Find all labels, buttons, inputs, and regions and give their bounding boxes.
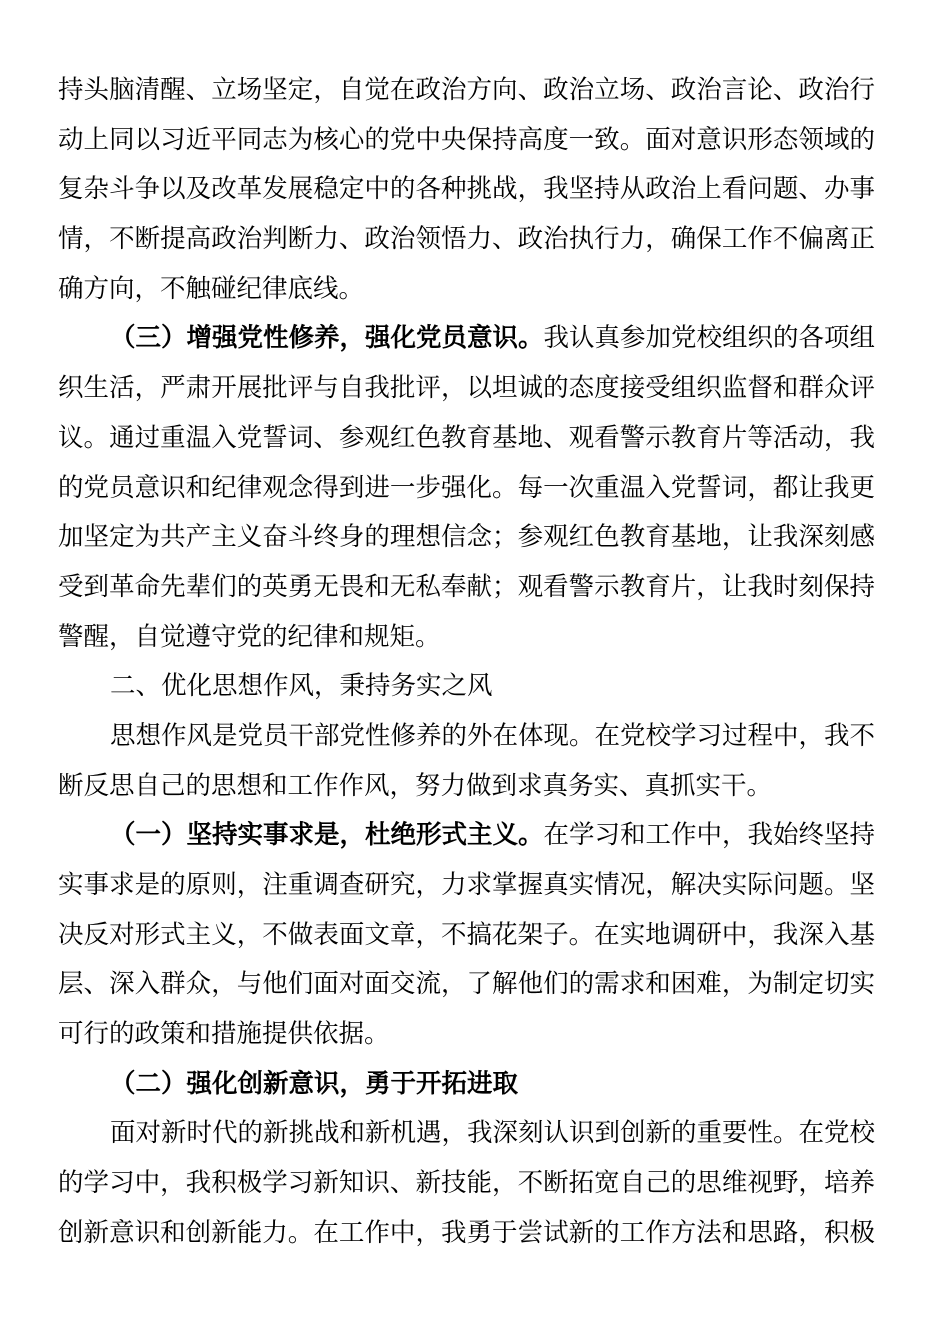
- line-text: 复杂斗争以及改革发展稳定中的各种挑战，我坚持从政治上看问题、办事: [58, 174, 875, 205]
- text-line: [58, 1016, 875, 1066]
- text-line: [58, 867, 875, 917]
- text-line: [58, 718, 875, 768]
- paragraph: [58, 320, 875, 668]
- line-text: 面对新时代的新挑战和新机遇，我深刻认识到创新的重要性。在党校: [110, 1118, 876, 1149]
- text-line: [58, 271, 875, 321]
- line-text: 持头脑清醒、立场坚定，自觉在政治方向、政治立场、政治言论、政治行: [58, 75, 875, 105]
- text-line: [58, 72, 875, 122]
- text-line: [58, 668, 875, 718]
- line-text: 层、深入群众，与他们面对面交流，了解他们的需求和困难，为制定切实: [58, 969, 875, 1000]
- document-body: [58, 72, 875, 1265]
- bold-lead: （三）增强党性修养，强化党员意识。: [110, 323, 544, 354]
- line-text: 的学习中，我积极学习新知识、新技能，不断拓宽自己的思维视野，培养: [58, 1168, 875, 1199]
- text-line: [58, 768, 875, 818]
- text-line: [58, 122, 875, 172]
- paragraph: [58, 817, 875, 1065]
- line-text: 实事求是的原则，注重调查研究，力求掌握真实情况，解决实际问题。坚: [58, 870, 875, 900]
- line-text: 在学习和工作中，我始终坚持: [543, 820, 876, 851]
- text-line: [58, 817, 875, 867]
- text-line: [58, 519, 875, 569]
- text-line: [58, 370, 875, 420]
- text-line: [58, 320, 875, 370]
- subheading-paragraph: [58, 1066, 875, 1116]
- text-line: [58, 917, 875, 967]
- text-line: [58, 569, 875, 619]
- line-text: 二、优化思想作风，秉持务实之风: [110, 671, 493, 702]
- heading-paragraph: [58, 668, 875, 718]
- line-text: 受到革命先辈们的英勇无畏和无私奉献；观看警示教育片，让我时刻保持: [58, 571, 875, 602]
- line-text: 可行的政策和措施提供依据。: [58, 1019, 390, 1050]
- text-line: [58, 1115, 875, 1165]
- paragraph: [58, 1115, 875, 1264]
- paragraph: [58, 718, 875, 817]
- line-text: 决反对形式主义，不做表面文章，不搞花架子。在实地调研中，我深入基: [58, 919, 875, 950]
- text-line: [58, 470, 875, 520]
- line-text: 思想作风是党员干部党性修养的外在体现。在党校学习过程中，我不: [110, 720, 876, 751]
- line-text: 动上同以习近平同志为核心的党中央保持高度一致。面对意识形态领域的: [58, 124, 875, 155]
- text-line: [58, 966, 875, 1016]
- line-text: 议。通过重温入党誓词、参观红色教育基地、观看警示教育片等活动，我: [58, 422, 875, 453]
- text-line: [58, 1215, 875, 1265]
- text-line: [58, 171, 875, 221]
- text-line: [58, 221, 875, 271]
- text-line: [58, 619, 875, 669]
- line-text: 织生活，严肃开展批评与自我批评，以坦诚的态度接受组织监督和群众评: [58, 373, 875, 404]
- line-text: 确方向，不触碰纪律底线。: [58, 273, 365, 304]
- text-line: [58, 420, 875, 470]
- line-text: 警醒，自觉遵守党的纪律和规矩。: [58, 621, 441, 652]
- text-line: [58, 1165, 875, 1215]
- line-text: 的党员意识和纪律观念得到进一步强化。每一次重温入党誓词，都让我更: [58, 472, 875, 503]
- line-text: 断反思自己的思想和工作作风，努力做到求真务实、真抓实干。: [58, 770, 773, 801]
- text-line: [58, 1066, 875, 1116]
- paragraph: [58, 72, 875, 320]
- bold-lead: （二）强化创新意识，勇于开拓进取: [110, 1068, 519, 1099]
- line-text: 创新意识和创新能力。在工作中，我勇于尝试新的工作方法和思路，积极: [58, 1217, 875, 1248]
- line-text: 我认真参加党校组织的各项组: [543, 323, 876, 354]
- line-text: 情，不断提高政治判断力、政治领悟力、政治执行力，确保工作不偏离正: [58, 224, 875, 255]
- line-text: 加坚定为共产主义奋斗终身的理想信念；参观红色教育基地，让我深刻感: [58, 522, 875, 553]
- bold-lead: （一）坚持实事求是，杜绝形式主义。: [110, 820, 544, 851]
